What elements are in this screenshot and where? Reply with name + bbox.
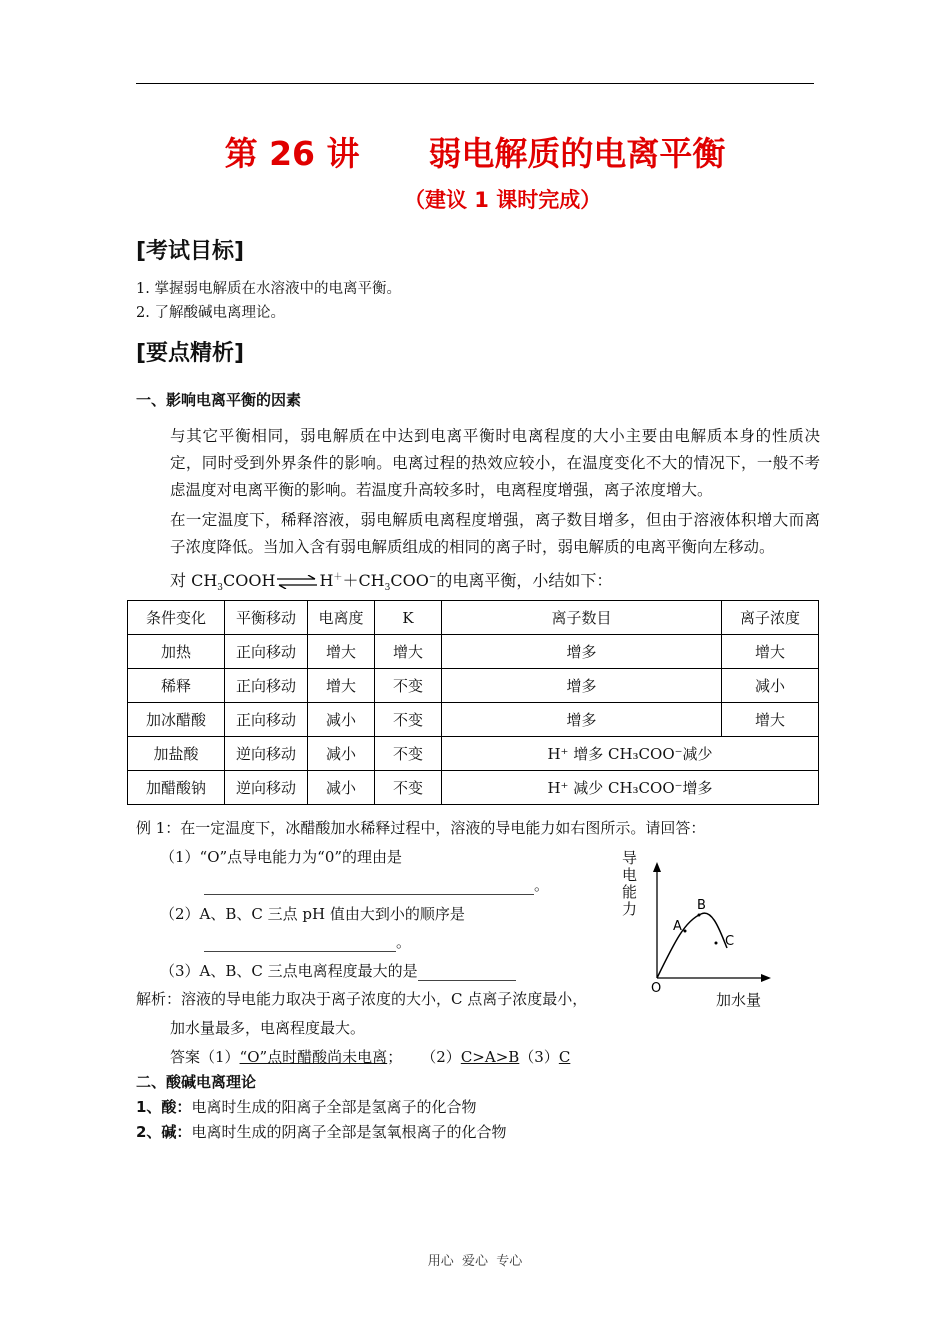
analysis-line-1: 解析：溶液的导电能力取决于离子浓度的大小，C 点离子浓度最小， <box>136 990 588 1008</box>
table-cell: 不变 <box>375 737 442 771</box>
table-cell: 加热 <box>128 635 225 669</box>
y-label-char: 能 <box>622 883 638 901</box>
equilibrium-arrow-icon <box>275 575 319 589</box>
acid-definition <box>136 1096 476 1117</box>
table-cell: 不变 <box>375 703 442 737</box>
point-label-b: B <box>697 898 706 913</box>
answer-2: C>A>B <box>460 1048 520 1066</box>
table-cell: 增大 <box>722 635 819 669</box>
eq-coo: COO <box>390 571 429 590</box>
table-cell: 加醋酸钠 <box>128 771 225 805</box>
objective-item: 1. 掌握弱电解质在水溶液中的电离平衡。 <box>136 281 401 297</box>
point-label-c: C <box>725 934 735 949</box>
base-text: 电离时生成的阴离子全部是氢氧根离子的化合物 <box>191 1123 507 1141</box>
table-header-row <box>128 601 819 635</box>
table-row <box>128 737 819 771</box>
eq-prefix: 对 CH <box>170 571 218 590</box>
acid-label: 1、酸： <box>136 1098 192 1116</box>
eq-plus2: ＋CH <box>342 571 385 590</box>
example-question-1: （1）“O”点导电能力为“0”的理由是 <box>160 848 403 866</box>
y-label-char: 电 <box>622 866 638 884</box>
table-cell: 正向移动 <box>225 703 308 737</box>
answer-blank-line-1 <box>204 874 549 895</box>
table-cell: 逆向移动 <box>225 771 308 805</box>
answer-3: C <box>558 1048 571 1066</box>
answer-1: “O”点时醋酸尚未电离 <box>239 1048 388 1066</box>
section1-heading: 一、影响电离平衡的因素 <box>136 391 302 409</box>
origin-label: O <box>651 981 662 996</box>
example-question-3 <box>160 960 516 981</box>
table-cell: 稀释 <box>128 669 225 703</box>
table-row <box>128 669 819 703</box>
question-end: 。 <box>534 876 550 894</box>
page-footer: 用心 爱心 专心 <box>427 1254 523 1269</box>
table-cell: 不变 <box>375 669 442 703</box>
top-rule <box>136 83 814 84</box>
answer-blank <box>418 964 516 981</box>
objectives-heading: [考试目标] <box>136 239 245 264</box>
table-cell: 减小 <box>308 737 375 771</box>
answer-blank <box>204 935 396 952</box>
y-label-char: 导 <box>622 849 638 867</box>
table-header-cell: 电离度 <box>308 601 375 635</box>
answer-separator: ； （2） <box>387 1048 461 1066</box>
table-cell: 增多 <box>442 669 722 703</box>
eq-minus-sup: − <box>428 572 437 583</box>
acid-text: 电离时生成的阳离子全部是氢离子的化合物 <box>191 1098 477 1116</box>
base-definition <box>136 1121 506 1142</box>
table-cell: 减小 <box>722 669 819 703</box>
section1-paragraph-1: 与其它平衡相同，弱电解质在中达到电离平衡时电离程度的大小主要由电解质本身的性质决定，同时受到外界条件的影响。电离过程的热效应较小，在温度变化不大的情况下，一般不考虑温度对电离平衡的影响。若温度升高较多时，电离程度增强，离子浓度增大。 <box>170 427 820 499</box>
conductivity-curve <box>657 913 727 978</box>
graph-y-label <box>622 850 640 918</box>
table-cell-merged: H⁺ 减少 CH₃COO⁻增多 <box>442 771 819 805</box>
table-row <box>128 635 819 669</box>
table-header-cell: 条件变化 <box>128 601 225 635</box>
table-cell: 减小 <box>308 771 375 805</box>
answer-blank <box>204 878 534 895</box>
graph-point-c <box>715 942 718 945</box>
equilibrium-equation <box>170 568 612 593</box>
table-header-cell: 离子数目 <box>442 601 722 635</box>
table-cell: 正向移动 <box>225 635 308 669</box>
table-cell: 增大 <box>308 635 375 669</box>
question-end: 。 <box>396 933 412 951</box>
table-cell-merged: H⁺ 增多 CH₃COO⁻减少 <box>442 737 819 771</box>
eq-mid: COOH <box>223 571 276 590</box>
table-row <box>128 703 819 737</box>
table-cell: 加冰醋酸 <box>128 703 225 737</box>
graph-point-b <box>698 914 701 917</box>
answer-line <box>170 1046 570 1067</box>
graph-x-label: 加水量 <box>716 991 762 1009</box>
y-label-char: 力 <box>622 900 638 918</box>
table-cell: 逆向移动 <box>225 737 308 771</box>
table-cell: 减小 <box>308 703 375 737</box>
keypoints-heading: [要点精析] <box>136 341 245 366</box>
table-row <box>128 771 819 805</box>
table-cell: 增多 <box>442 703 722 737</box>
page-title: 第 26 讲 弱电解质的电离平衡 <box>224 134 726 173</box>
point-label-a: A <box>673 919 682 934</box>
section1-paragraph-2: 在一定温度下，稀释溶液，弱电解质电离程度增强，离子数目增多，但由于溶液体积增大而离子浓度降低。当加入含有弱电解质组成的相同的离子时，弱电解质的电离平衡向左移动。 <box>170 511 820 556</box>
analysis-line-2: 加水量最多，电离程度最大。 <box>170 1019 366 1037</box>
table-cell: 增多 <box>442 635 722 669</box>
table-cell: 不变 <box>375 771 442 805</box>
eq-sub: 3 <box>217 583 224 594</box>
base-label: 2、碱： <box>136 1123 192 1141</box>
objective-item: 2. 了解酸碱电离理论。 <box>136 305 285 321</box>
table-cell: 增大 <box>375 635 442 669</box>
answer-3-prefix: （3） <box>519 1048 559 1066</box>
eq-h: H <box>319 571 334 590</box>
page-subtitle: （建议 1 课时完成） <box>404 188 602 212</box>
graph-point-a <box>684 930 687 933</box>
example-intro: 例 1：在一定温度下，冰醋酸加水稀释过程中，溶液的导电能力如右图所示。请回答： <box>136 819 706 837</box>
answer-prefix: 答案（1） <box>170 1048 240 1066</box>
section2-heading: 二、酸碱电离理论 <box>136 1073 257 1091</box>
example-question-2: （2）A、B、C 三点 pH 值由大到小的顺序是 <box>160 905 465 923</box>
table-header-cell: 离子浓度 <box>722 601 819 635</box>
table-cell: 正向移动 <box>225 669 308 703</box>
equilibrium-table <box>127 600 819 805</box>
table-header-cell: 平衡移动 <box>225 601 308 635</box>
eq-sub: 3 <box>384 583 391 594</box>
eq-suffix: 的电离平衡，小结如下： <box>436 571 613 590</box>
table-cell: 增大 <box>722 703 819 737</box>
question-3-text: （3）A、B、C 三点电离程度最大的是 <box>160 962 418 980</box>
answer-blank-line-2 <box>204 931 411 952</box>
eq-plus-sup: ＋ <box>333 572 343 583</box>
table-cell: 加盐酸 <box>128 737 225 771</box>
x-axis-arrow-icon <box>761 974 771 982</box>
y-axis-arrow-icon <box>653 862 661 872</box>
table-cell: 增大 <box>308 669 375 703</box>
table-header-cell: K <box>375 601 442 635</box>
